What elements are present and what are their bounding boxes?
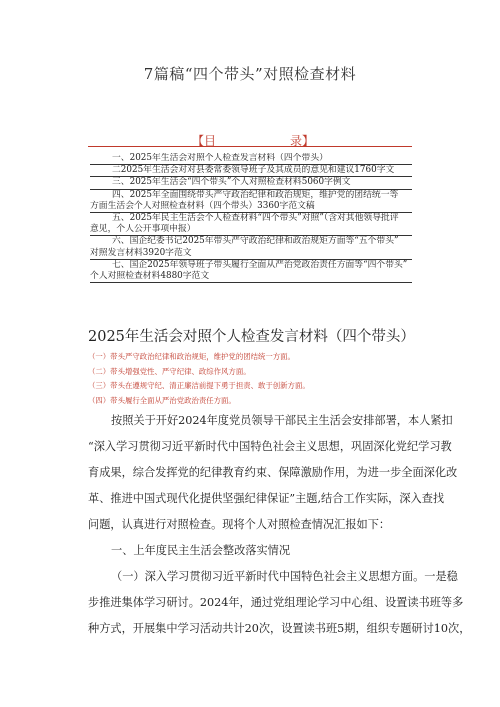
toc-item-5[interactable] [90, 213, 412, 236]
outline-item-4: （四）带头履行全面从严治党政治责任方面。 [88, 395, 236, 405]
toc-line: 七、国企2025年领导班子带头履行全面从严治党政治责任方面等“四个带头” [112, 259, 408, 270]
table-of-contents [90, 153, 412, 283]
body-line: 革、推进中国式现代化提供坚强纪律保证”主题,结合工作实际，深入查找 [88, 492, 445, 505]
toc-line: 意见，个人公开事项申报） [90, 224, 196, 235]
toc-item-6[interactable] [90, 236, 412, 259]
toc-line: 五、2025年民主生活会个人检查材料“四个带头”对照”（含对其他领导批评 [112, 213, 399, 224]
toc-heading-close: 录】 [290, 134, 315, 148]
body-line: 问题，认真进行对照检查。现将个人对照检查情况汇报如下： [88, 518, 391, 531]
toc-line: 个人对照检查材料4880字范文 [90, 271, 210, 282]
toc-line: 六、国企纪委书记2025年带头严守政治纪律和政治规矩方面等“五个带头” [112, 236, 399, 247]
document-title: 7篇稿“四个带头”对照检查材料 [143, 65, 357, 83]
section-title: 2025年生活会对照个人检查发言材料（四个带头） [88, 329, 415, 345]
toc-line: 一、2025年生活会对照个人检查发言材料（四个带头） [112, 153, 328, 163]
body-line: 按照关于开好2024年度党员领导干部民主生活会安排部署，本人紧扣 [111, 414, 453, 427]
outline-item-2: （二）带头增强党性、严守纪律、政综作风方面。 [88, 366, 251, 376]
body-line: 种方式，开展集中学习活动共计20次，设置读书班5期，组织专题研讨10次， [88, 622, 471, 635]
body-line: 步推进集体学习研讨。2024年，通过党组理论学习中心组、设置读书班等多 [88, 596, 464, 609]
toc-line: 四、2025年全面围绕带头严守政治纪律和政治规矩，维护党的团结统一等 [112, 189, 399, 200]
toc-item-7[interactable] [90, 260, 412, 283]
toc-item-4[interactable] [90, 190, 412, 213]
outline-item-3: （三）带头在遵规守纪、清正廉洁前提下勇于担责、敢于创新方面。 [88, 381, 310, 391]
body-line: 一、上年度民主生活会整改落实情况 [111, 544, 291, 557]
toc-item-1[interactable] [90, 153, 412, 165]
outline-item-1: （一）带头严守政治纪律和政治规矩，维护党的团结统一方面。 [88, 352, 295, 361]
toc-line: 二2025年生活会对对县委常委领导班子及其成员的意见和建议1760字文 [112, 165, 395, 176]
toc-line: 三、2025年生活会“四个带头”个人对照检查材料5060字例文 [112, 177, 351, 188]
body-line: “深入学习贯彻习近平新时代中国特色社会主义思想，巩固深化党纪学习教 [88, 440, 452, 453]
toc-line: 对照发言材料3920字范文 [90, 247, 192, 258]
red-outline-list [88, 350, 310, 408]
body-text [88, 408, 471, 642]
toc-heading [88, 132, 412, 147]
toc-heading-open: 【目 [192, 134, 217, 148]
body-line: 育成果，综合发挥党的纪律教育约束、保障激励作用，为进一步全面深化改 [88, 466, 458, 479]
toc-line: 方面生活会个人对照检查材料（四个带头）3360字范文稿 [90, 200, 315, 211]
body-line: （一）深入学习贯彻习近平新时代中国特色社会主义思想方面。一是稳 [111, 570, 458, 583]
toc-item-3[interactable] [90, 177, 412, 189]
toc-item-2[interactable] [90, 165, 412, 177]
